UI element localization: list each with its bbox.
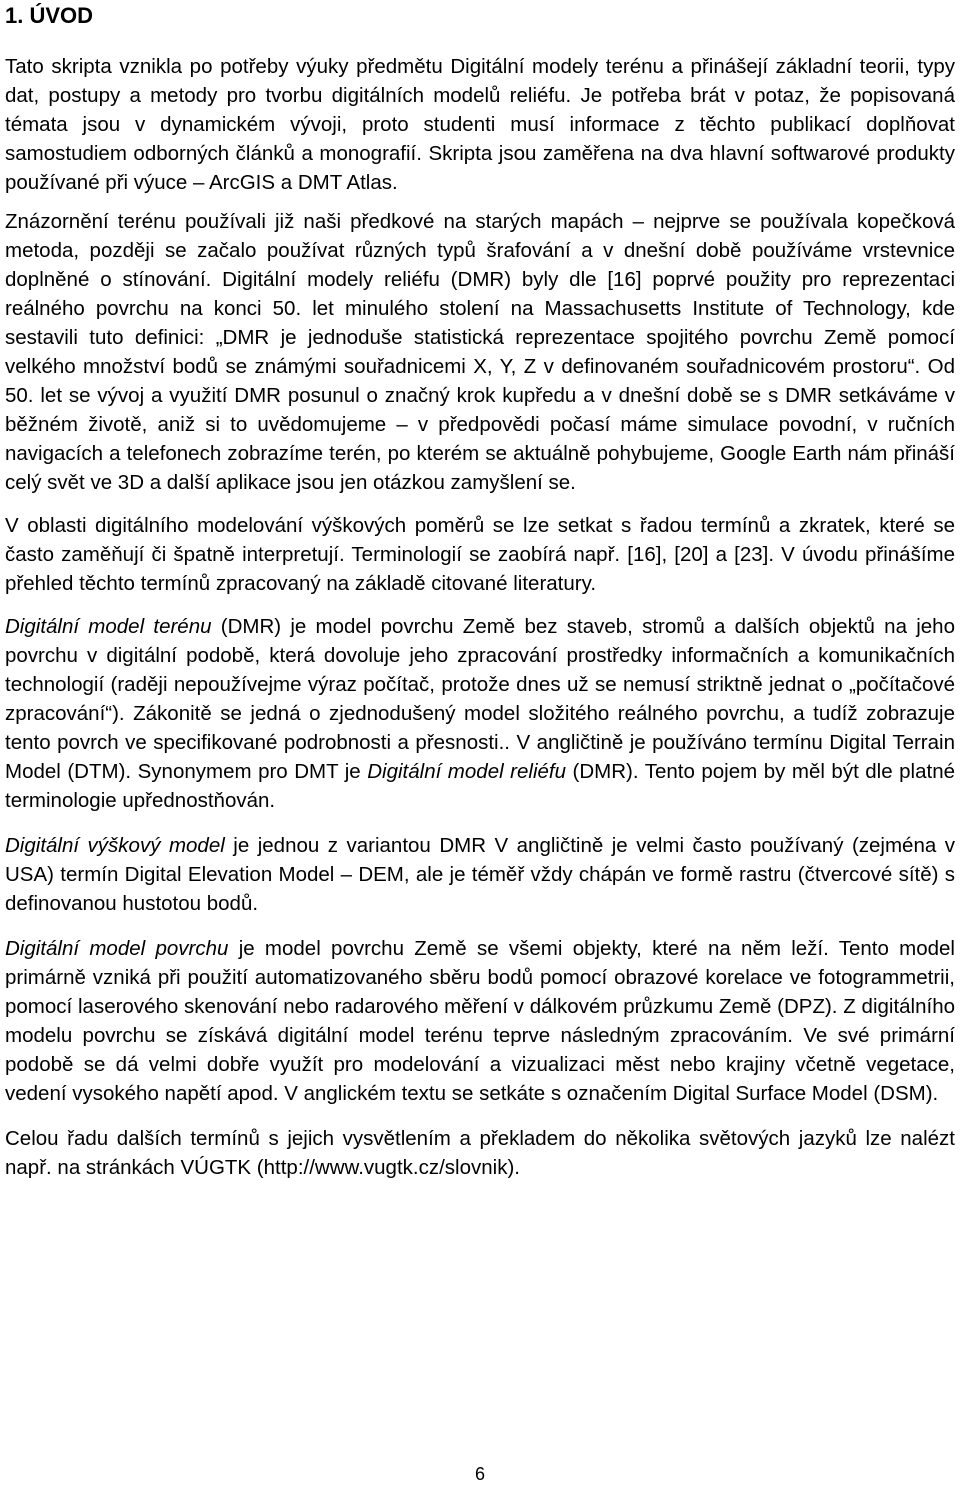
paragraph-terminology: V oblasti digitálního modelování výškových poměrů se lze setkat s řadou termínů a zkratek, které se často zaměňují či špatně interpretují. Terminologií se zaobírá např. [16], [20] a [23]. V úvodu přinášíme přehled těchto termínů zpracovaný na základě citované literatury. [5, 514, 955, 595]
paragraph-more-terms: Celou řadu dalších termínů s jejich vysvětlením a překladem do několika světových jazyků lze nalézt např. na stránkách VÚGTK (http://www.vugtk.cz/slovnik). [5, 1127, 955, 1179]
term-dmt: Digitální model terénu [5, 615, 212, 638]
paragraph-dmt-tail: (DMR). Tento pojem by měl být dle platné terminologie upřednostňován. [5, 760, 956, 812]
paragraph-dmp [5, 934, 955, 1108]
term-dvm: Digitální výškový model [5, 834, 225, 857]
paragraph-dmp-body: je model povrchu Země se všemi objekty, které na něm leží. Tento model primárně vzniká při použití automatizovaného sběru bodů pomocí obrazové korelace ve fotogrammetrii, pomocí laserového skenování nebo radarového měření v dálkovém průzkumu Země (DPZ). Z digitálního modelu povrchu se získává digitální model terénu teprve následným zpracováním. Ve své primární podobě se dá velmi dobře využít pro modelování a vizualizaci měst nebo krajiny včetně vegetace, vedení vysokého napětí apod. V anglickém textu se setkáte s označením Digital Surface Model (DSM). [5, 937, 955, 1105]
chapter-heading: 1. ÚVOD [5, 3, 94, 28]
paragraph-history: Znázornění terénu používali již naši předkové na starých mapách – nejprve se používala kopečková metoda, později se začalo používat různých typů šrafování a v dnešní době používáme vrstevnice doplněné o stínování. Digitální modely reliéfu (DMR) byly dle [16] poprvé použity pro reprezentaci reálného povrchu na konci 50. let minulého stolení na Massachusetts Institute of Technology, kde sestavili tuto definici: „DMR je jednoduše statistická reprezentace spojitého povrchu Země pomocí velkého množství bodů se známými souřadnicemi X, Y, Z v definovaném souřadnicovém prostoru“. Od 50. let se vývoj a využití DMR posunul o značný krok kupředu a v dnešní době se s DMR setkáváme v běžném životě, aniž si to uvědomujeme – v předpovědi počasí máme simulace povodní, v ručních navigacích a telefonech zobrazíme terén, po kterém se aktuálně pohybujeme, Google Earth nám přináší celý svět ve 3D a další aplikace jsou jen otázkou zamyšlení se. [5, 210, 955, 494]
paragraph-dvm [5, 831, 955, 918]
paragraph-dmt-body: (DMR) je model povrchu Země bez staveb, stromů a dalších objektů na jeho povrchu v digitální podobě, která dovoluje jeho zpracování prostředky informačních a komunikačních technologií (raději nepoužívejme výraz počítač, protože dnes už se nemusí striktně jednat o „počítačové zpracování“). Zákonitě se jedná o zjednodušený model složitého reálného povrchu, a tudíž zobrazuje tento povrch ve specifikované podrobnosti a přesnosti.. V angličtině je používáno termínu Digital Terrain Model (DTM). Synonymem pro DMT je [5, 615, 955, 783]
paragraph-intro: Tato skripta vznikla po potřeby výuky předmětu Digitální modely terénu a přinášejí základní teorii, typy dat, postupy a metody pro tvorbu digitálních modelů reliéfu. Je potřeba brát v potaz, že popisovaná témata jsou v dynamickém vývoji, proto studenti musí informace z těchto publikací doplňovat samostudiem odborných článků a monografií. Skripta jsou zaměřena na dva hlavní softwarové produkty používané při výuce – ArcGIS a DMT Atlas. [5, 55, 955, 194]
paragraph-dmt [5, 612, 955, 815]
page-number: 6 [474, 1464, 485, 1484]
term-dmp: Digitální model povrchu [5, 937, 229, 960]
paragraph-dvm-body: je jednou z variantou DMR V angličtině je velmi často používaný (zejména v USA) termín Digital Elevation Model – DEM, ale je téměř vždy chápán ve formě rastru (čtvercové sítě) s definovanou hustotou bodů. [5, 834, 955, 915]
document-page [5, 0, 955, 1182]
term-dmr: Digitální model reliéfu [367, 760, 566, 783]
